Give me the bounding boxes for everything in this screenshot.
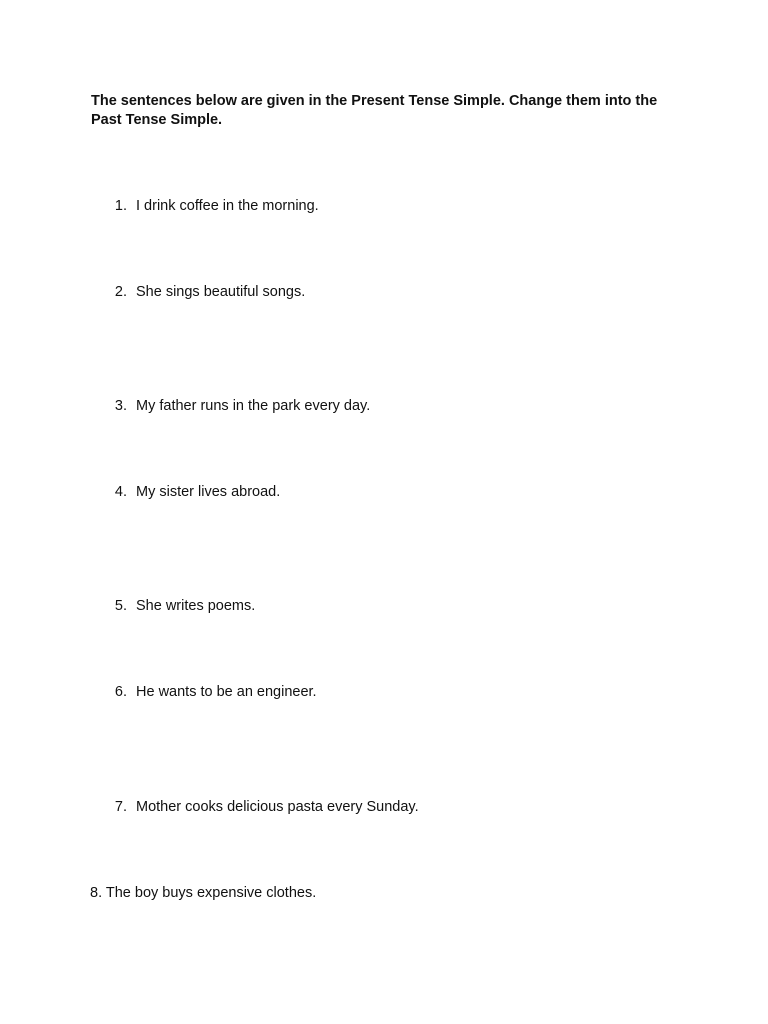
list-item-number: 1. — [114, 198, 127, 214]
list-item-text: Mother cooks delicious pasta every Sunday. — [136, 799, 419, 815]
list-item-number: 2. — [114, 284, 127, 300]
instructions-heading: The sentences below are given in the Present Tense Simple. Change them into the Past Tense Simple. — [91, 93, 658, 128]
list-item-text: I drink coffee in the morning. — [136, 198, 319, 214]
list-item-text: My father runs in the park every day. — [136, 398, 371, 414]
list-item-text: He wants to be an engineer. — [136, 684, 317, 700]
list-item-text: She writes poems. — [136, 598, 256, 614]
list-item-number: 4. — [114, 484, 127, 500]
list-item-unformatted: 8. The boy buys expensive clothes. — [90, 885, 317, 901]
list-item-text: My sister lives abroad. — [136, 484, 281, 500]
list-item-number: 6. — [114, 684, 127, 700]
list-item-number: 3. — [114, 398, 127, 414]
list-item-number: 7. — [114, 799, 127, 815]
list-item-number: 5. — [114, 598, 127, 614]
list-item-text: She sings beautiful songs. — [136, 284, 306, 300]
